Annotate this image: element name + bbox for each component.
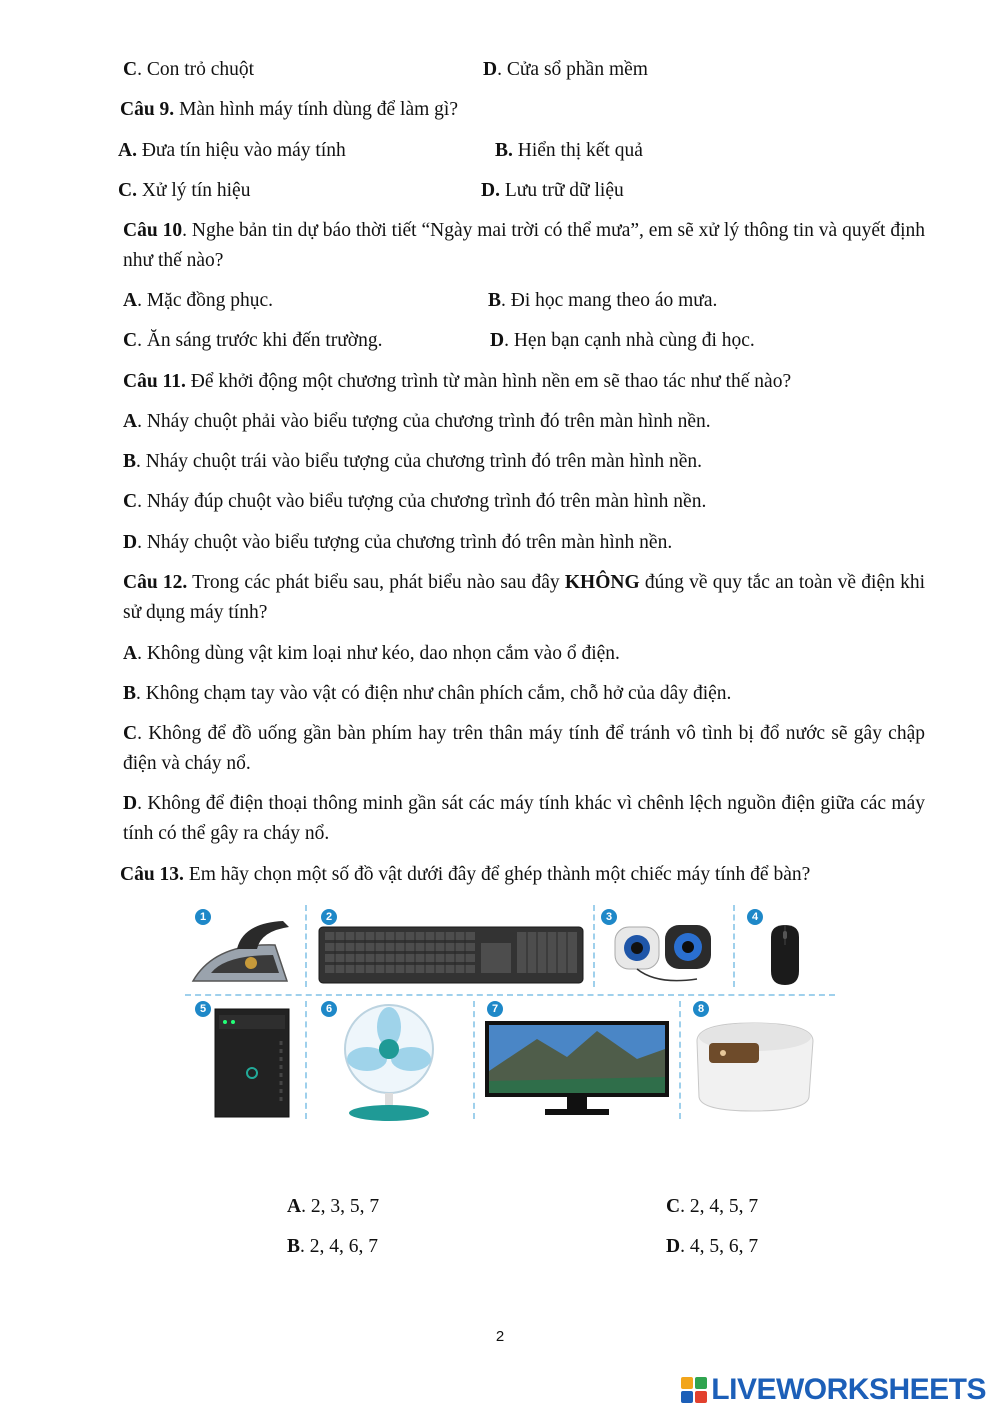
q13-option-a[interactable]: A. 2, 3, 5, 7 xyxy=(287,1196,380,1217)
q10-option-b[interactable]: B. Đi học mang theo áo mưa. xyxy=(488,290,718,311)
q12-option-c[interactable]: C. Không để đồ uống gần bàn phím hay trên thân máy tính để tránh vô tình bị đổ nước sẽ gây chập điện và cháy nổ. xyxy=(123,723,925,774)
q12-option-b[interactable]: B. Không chạm tay vào vật có điện như chân phích cắm, chỗ hở của dây điện. xyxy=(123,683,732,704)
liveworksheets-icon xyxy=(681,1377,707,1403)
q13-figure xyxy=(185,905,835,1125)
page-number: 2 xyxy=(495,1328,505,1345)
item-1[interactable]: 1 xyxy=(185,905,303,991)
q9-question: Câu 9. Màn hình máy tính dùng để làm gì? xyxy=(120,99,458,120)
item-7[interactable]: 7 xyxy=(477,1001,677,1121)
brand-logo[interactable] xyxy=(681,1372,986,1408)
q11-option-c[interactable]: C. Nháy đúp chuột vào biểu tượng của chương trình đó trên màn hình nền. xyxy=(123,491,707,512)
q11-option-a[interactable]: A. Nháy chuột phải vào biểu tượng của chương trình đó trên màn hình nền. xyxy=(123,411,711,432)
q12-option-d[interactable]: D. Không để điện thoại thông minh gần sát các máy tính khác vì chênh lệch nguồn điện giữa các máy tính có thể gây ra cháy nổ. xyxy=(123,793,925,844)
item-2[interactable]: 2 xyxy=(311,905,591,991)
q8-option-c[interactable]: C. Con trỏ chuột xyxy=(123,59,255,80)
q12-option-a[interactable]: A. Không dùng vật kim loại như kéo, dao nhọn cắm vào ổ điện. xyxy=(123,643,620,664)
q13-option-b[interactable]: B. 2, 4, 6, 7 xyxy=(287,1236,379,1257)
q12-question: Câu 12. Trong các phát biểu sau, phát biểu nào sau đây KHÔNG đúng về quy tắc an toàn về điện khi sử dụng máy tính? xyxy=(123,572,925,623)
item-5[interactable]: 5 xyxy=(185,1001,303,1121)
grid-divider xyxy=(473,1001,475,1119)
keyboard-icon xyxy=(311,905,591,991)
speakers-icon xyxy=(597,905,731,991)
q13-option-d[interactable]: D. 4, 5, 6, 7 xyxy=(666,1236,759,1257)
system-unit-icon xyxy=(185,1001,303,1121)
item-8[interactable]: 8 xyxy=(683,1001,835,1121)
brand-name: LIVEWORKSHEETS xyxy=(711,1373,986,1406)
q11-option-b[interactable]: B. Nháy chuột trái vào biểu tượng của chương trình đó trên màn hình nền. xyxy=(123,451,702,472)
rice-cooker-icon xyxy=(683,1001,835,1121)
q13-question: Câu 13. Em hãy chọn một số đồ vật dưới đây để ghép thành một chiếc máy tính để bàn? xyxy=(120,864,811,885)
item-4[interactable]: 4 xyxy=(737,905,835,991)
q9-option-a[interactable]: A. Đưa tín hiệu vào máy tính xyxy=(118,140,346,161)
q8-option-d[interactable]: D. Cửa sổ phần mềm xyxy=(483,59,648,80)
grid-divider xyxy=(593,905,595,987)
q10-option-d[interactable]: D. Hẹn bạn cạnh nhà cùng đi học. xyxy=(490,330,755,351)
q9-option-d[interactable]: D. Lưu trữ dữ liệu xyxy=(481,180,624,201)
grid-divider xyxy=(305,1001,307,1119)
grid-divider xyxy=(679,1001,681,1119)
item-3[interactable]: 3 xyxy=(597,905,731,991)
fan-icon xyxy=(311,1001,471,1121)
q10-question: Câu 10. Nghe bản tin dự báo thời tiết “Ngày mai trời có thể mưa”, em sẽ xử lý thông tin và quyết định như thế nào? xyxy=(123,220,925,271)
grid-divider xyxy=(305,905,307,987)
q13-option-c[interactable]: C. 2, 4, 5, 7 xyxy=(666,1196,759,1217)
q11-question: Câu 11. Để khởi động một chương trình từ màn hình nền em sẽ thao tác như thế nào? xyxy=(123,371,792,392)
q10-option-a[interactable]: A. Mặc đồng phục. xyxy=(123,290,274,311)
item-6[interactable]: 6 xyxy=(311,1001,471,1121)
grid-divider xyxy=(185,994,835,996)
monitor-icon xyxy=(477,1001,677,1121)
q11-option-d[interactable]: D. Nháy chuột vào biểu tượng của chương trình đó trên màn hình nền. xyxy=(123,532,673,553)
grid-divider xyxy=(733,905,735,987)
q9-option-b[interactable]: B. Hiển thị kết quả xyxy=(495,140,643,161)
q9-option-c[interactable]: C. Xử lý tín hiệu xyxy=(118,180,251,201)
q10-option-c[interactable]: C. Ăn sáng trước khi đến trường. xyxy=(123,330,383,351)
